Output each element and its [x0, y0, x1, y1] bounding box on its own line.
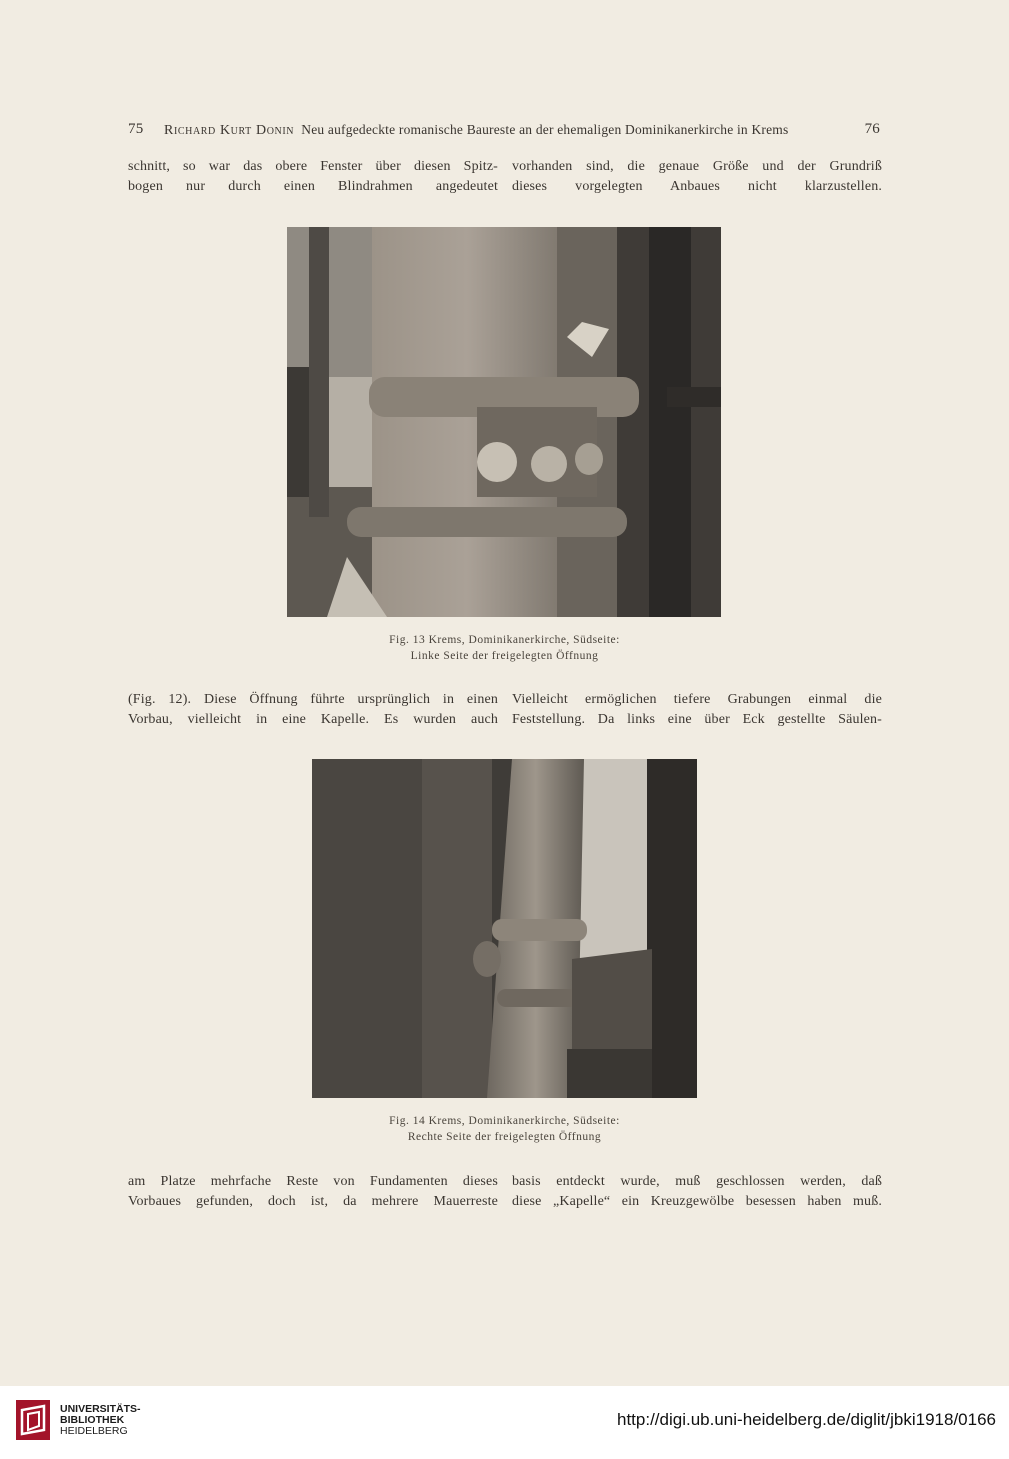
- text-column-left-top: [128, 157, 498, 197]
- text-line: Vorbaues gefunden, doch ist, da mehrere Mauerreste: [128, 1194, 498, 1209]
- text-line: dieses vorgelegten Anbaues nicht klarzustellen.: [512, 179, 882, 194]
- header-author: Richard Kurt Donin: [164, 123, 295, 138]
- text-line: (Fig. 12). Diese Öffnung führte ursprünglich in einen: [128, 692, 498, 707]
- caption-line: Fig. 14 Krems, Dominikanerkirche, Südseite:: [389, 1115, 620, 1127]
- text-column-right-bottom: [512, 1172, 882, 1212]
- library-name: UNIVERSITÄTS- BIBLIOTHEK HEIDELBERG: [60, 1403, 141, 1437]
- figure-14-caption: [0, 1113, 1009, 1145]
- university-library-logo-icon: [14, 1398, 54, 1444]
- text-line: vorhanden sind, die genaue Größe und der Grundriß: [512, 159, 882, 174]
- page-number-left: 75: [128, 121, 144, 137]
- digitization-footer: [0, 1386, 1009, 1459]
- text-column-right-top: [512, 157, 882, 197]
- text-column-left-middle: [128, 690, 498, 730]
- header-title: Neu aufgedeckte romanische Baureste an der ehemaligen Dominikanerkirche in Krems: [301, 122, 789, 137]
- text-line: Vielleicht ermöglichen tiefere Grabungen einmal die: [512, 692, 882, 707]
- text-line: basis entdeckt wurde, muß geschlossen werden, daß: [512, 1174, 882, 1189]
- text-line: bogen nur durch einen Blindrahmen angedeutet: [128, 179, 498, 194]
- caption-line: Fig. 13 Krems, Dominikanerkirche, Südseite:: [389, 634, 620, 646]
- figure-13-caption: [0, 632, 1009, 664]
- text-line: schnitt, so war das obere Fenster über diesen Spitz-: [128, 159, 498, 174]
- text-line: Feststellung. Da links eine über Eck gestellte Säulen-: [512, 712, 882, 727]
- figure-13-photo: [287, 227, 721, 617]
- caption-line: Linke Seite der freigelegten Öffnung: [410, 650, 599, 662]
- text-column-left-bottom: [128, 1172, 498, 1212]
- text-line: diese „Kapelle“ ein Kreuzgewölbe besessen haben muß.: [512, 1194, 882, 1209]
- text-line: Vorbau, vielleicht in eine Kapelle. Es wurden auch: [128, 712, 498, 727]
- caption-line: Rechte Seite der freigelegten Öffnung: [407, 1131, 602, 1143]
- figure-14-photo: [312, 759, 697, 1098]
- running-header: [128, 121, 880, 141]
- text-column-right-middle: [512, 690, 882, 730]
- text-line: am Platze mehrfache Reste von Fundamenten dieses: [128, 1174, 498, 1189]
- source-url-link[interactable]: http://digi.ub.uni-heidelberg.de/diglit/jbki1918/0166: [617, 1410, 996, 1429]
- page-number-right: 76: [864, 121, 880, 137]
